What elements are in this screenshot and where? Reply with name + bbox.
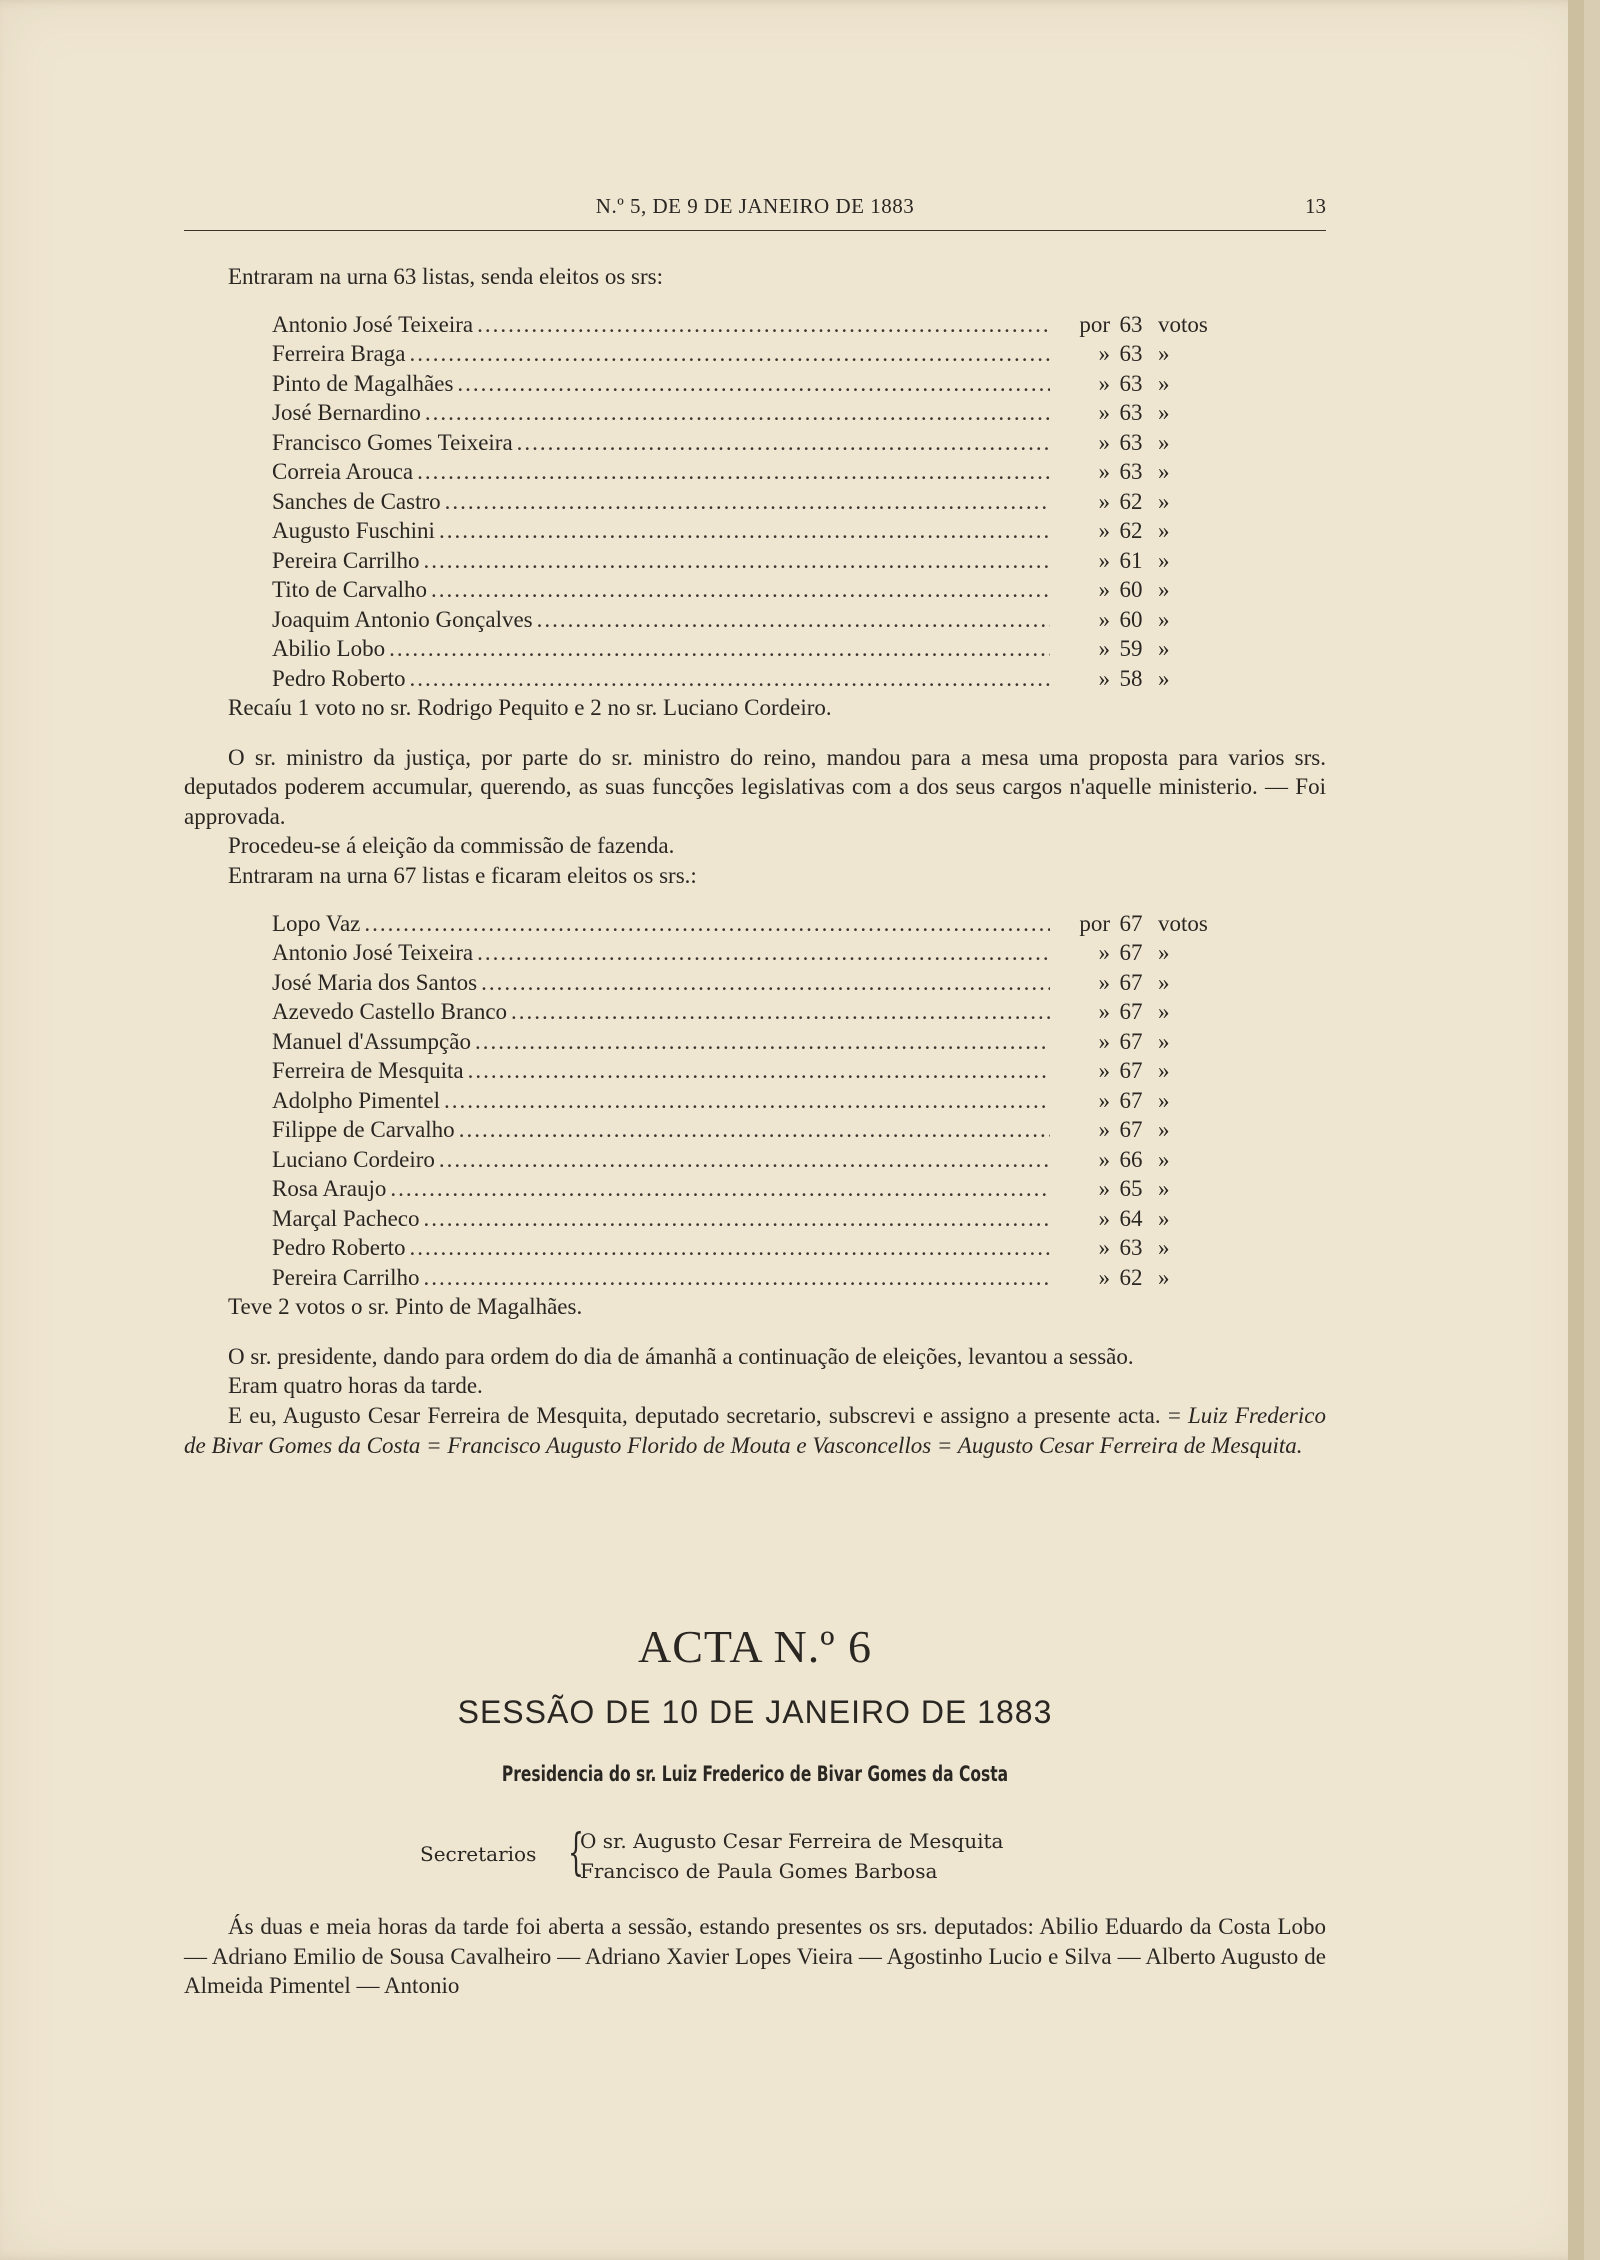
vote-suffix: » [1158,999,1170,1025]
vote-name: Augusto Fuschini [272,518,435,544]
vote-name: Antonio José Teixeira [272,940,474,966]
leader-dots [477,938,1050,968]
leader-dots [410,1233,1050,1263]
page-number: 13 [1305,194,1326,218]
vote-prefix: » [1098,940,1110,966]
leader-dots [511,997,1050,1027]
leader-dots [431,575,1050,605]
leader-dots [410,664,1050,694]
vote-count: 64 [1119,1205,1143,1231]
vote-row [272,575,1232,605]
vote-count: 58 [1119,665,1143,691]
vote-row [272,968,1232,998]
vote-count: 67 [1119,1087,1143,1113]
paragraph-hours: Eram quatro horas da tarde. [228,1373,483,1399]
vote-count: 60 [1119,577,1143,603]
election2-note: Teve 2 votos o sr. Pinto de Magalhães. [228,1294,583,1320]
body-section-2 [184,1912,1326,2001]
leader-dots [389,634,1050,664]
vote-count: 62 [1119,518,1143,544]
vote-row [272,938,1232,968]
vote-prefix: » [1098,341,1110,367]
vote-prefix: » [1098,547,1110,573]
leader-dots [424,546,1050,576]
leader-dots [364,909,1050,939]
vote-name: Marçal Pacheco [272,1205,420,1231]
vote-name: Pedro Roberto [272,1235,406,1261]
vote-suffix: » [1158,636,1170,662]
vote-row [272,398,1232,428]
vote-prefix: » [1098,636,1110,662]
vote-name: José Bernardino [272,400,421,426]
leader-dots [439,516,1050,546]
brace-glyph: { [567,1823,584,1881]
leader-dots [537,605,1050,635]
vote-name: Ferreira de Mesquita [272,1058,464,1084]
vote-name: Rosa Araujo [272,1176,387,1202]
vote-count: 63 [1119,459,1143,485]
vote-name: Lopo Vaz [272,910,361,936]
vote-suffix: » [1158,665,1170,691]
vote-count: 67 [1119,969,1143,995]
vote-name: Antonio José Teixeira [272,311,474,337]
vote-name: Joaquim Antonio Gonçalves [272,606,533,632]
vote-suffix: » [1158,341,1170,367]
vote-suffix: » [1158,1117,1170,1143]
vote-count: 59 [1119,636,1143,662]
vote-row [272,457,1232,487]
vote-prefix: » [1098,1117,1110,1143]
signature-names: Luiz Frederico de Bivar Gomes da Costa = Francisco Augusto Florido de Mouta e Vasconcellos = Augusto Cesar Ferreira de Mesquita. [184,1402,1326,1458]
vote-count: 66 [1119,1146,1143,1172]
vote-count: 63 [1119,370,1143,396]
leader-dots [424,1263,1050,1293]
vote-prefix: » [1098,1264,1110,1290]
vote-prefix: » [1098,1058,1110,1084]
leader-dots [425,398,1050,428]
vote-name: José Maria dos Santos [272,969,478,995]
leader-dots [468,1056,1050,1086]
vote-count: 67 [1119,1028,1143,1054]
vote-row [272,516,1232,546]
vote-count: 63 [1119,400,1143,426]
vote-name: Filippe de Carvalho [272,1117,455,1143]
vote-name: Pinto de Magalhães [272,370,454,396]
vote-name: Luciano Cordeiro [272,1146,435,1172]
election1-note: Recaíu 1 voto no sr. Rodrigo Pequito e 2 no sr. Luciano Cordeiro. [228,695,832,721]
vote-prefix: » [1098,577,1110,603]
secretaries-label: Secretarios [420,1842,537,1866]
vote-suffix: » [1158,459,1170,485]
vote-count: 67 [1119,940,1143,966]
vote-name: Pereira Carrilho [272,1264,420,1290]
vote-row [272,546,1232,576]
vote-suffix: » [1158,488,1170,514]
vote-count: 62 [1119,1264,1143,1290]
vote-prefix: » [1098,1235,1110,1261]
vote-name: Azevedo Castello Branco [272,999,508,1025]
vote-suffix: » [1158,370,1170,396]
acta-title: ACTA N.º 6 [638,1621,872,1672]
vote-name: Pereira Carrilho [272,547,420,573]
leader-dots [457,369,1050,399]
vote-name: Adolpho Pimentel [272,1087,441,1113]
vote-name: Manuel d'Assumpção [272,1028,471,1054]
vote-name: Sanches de Castro [272,488,441,514]
vote-prefix: » [1098,969,1110,995]
vote-count: 63 [1119,429,1143,455]
paragraph-signature [184,1401,1326,1460]
vote-name: Ferreira Braga [272,341,406,367]
leader-dots [424,1204,1050,1234]
vote-row [272,1115,1232,1145]
vote-row [272,1145,1232,1175]
vote-suffix: » [1158,400,1170,426]
vote-row [272,487,1232,517]
vote-name: Abilio Lobo [272,636,386,662]
secretary-name: Francisco de Paula Gomes Barbosa [580,1859,938,1883]
paragraph-president: O sr. presidente, dando para ordem do dia de ámanhã a continuação de eleições, levantou a sessão. [228,1343,1134,1369]
vote-name: Tito de Carvalho [272,577,428,603]
vote-row [272,1056,1232,1086]
vote-prefix: » [1098,665,1110,691]
vote-count: 67 [1119,910,1143,936]
vote-count: 62 [1119,488,1143,514]
presidency-line: Presidencia do sr. Luiz Frederico de Bivar Gomes da Costa [501,1762,1009,1786]
vote-row [272,339,1232,369]
leader-dots [475,1027,1050,1057]
vote-prefix: » [1098,1205,1110,1231]
vote-suffix: votos [1158,910,1208,936]
vote-prefix: por [1079,910,1110,936]
vote-row [272,1263,1232,1293]
vote-row [272,1233,1232,1263]
leader-dots [477,310,1050,340]
election2-list [272,909,1232,1293]
vote-suffix: » [1158,1087,1170,1113]
election1-intro: Entraram na urna 63 listas, senda eleitos os srs: [228,264,663,289]
leader-dots [481,968,1050,998]
vote-count: 67 [1119,999,1143,1025]
vote-suffix: » [1158,1146,1170,1172]
body-section-1 [184,262,1326,1460]
paragraph-fazenda: Procedeu-se á eleição da commissão de fazenda. [228,833,675,859]
paragraph-opening: Ás duas e meia horas da tarde foi aberta a sessão, estando presentes os srs. deputados: Abilio Eduardo da Costa Lobo — Adriano Emilio de Sousa Cavalheiro — Adriano Xavier Lopes Vieira — Agostinho Lucio e Silva — Alberto Augusto de Almeida Pimentel — Antonio [184,1914,1326,1999]
vote-row [272,1204,1232,1234]
vote-row [272,909,1232,939]
leader-dots [409,339,1050,369]
vote-prefix: » [1098,999,1110,1025]
vote-prefix: por [1079,311,1110,337]
vote-prefix: » [1098,488,1110,514]
vote-row [272,634,1232,664]
vote-suffix: » [1158,429,1170,455]
secretaries-names [580,1826,1003,1886]
vote-prefix: » [1098,1028,1110,1054]
vote-row [272,664,1232,694]
vote-prefix: » [1098,1146,1110,1172]
vote-count: 63 [1119,1235,1143,1261]
paragraph-minister: O sr. ministro da justiça, por parte do sr. ministro do reino, mandou para a mesa uma proposta para varios srs. deputados poderem accumular, querendo, as suas funcções legislativas com a dos seus cargos n'aquelle ministerio. — Foi approvada. [184,744,1326,829]
vote-row [272,428,1232,458]
vote-prefix: » [1098,429,1110,455]
vote-count: 63 [1119,311,1143,337]
vote-count: 63 [1119,341,1143,367]
vote-prefix: » [1098,1087,1110,1113]
vote-row [272,1174,1232,1204]
vote-prefix: » [1098,370,1110,396]
vote-count: 67 [1119,1058,1143,1084]
vote-name: Pedro Roberto [272,665,406,691]
vote-count: 60 [1119,606,1143,632]
vote-suffix: » [1158,1264,1170,1290]
vote-count: 67 [1119,1117,1143,1143]
vote-count: 61 [1119,547,1143,573]
leader-dots [417,457,1050,487]
header-title: N.º 5, DE 9 DE JANEIRO DE 1883 [595,194,915,218]
leader-dots [444,1086,1050,1116]
vote-suffix: » [1158,577,1170,603]
session-heading: SESSÃO DE 10 DE JANEIRO DE 1883 [457,1694,1053,1730]
vote-suffix: » [1158,1176,1170,1202]
secretary-name: O sr. Augusto Cesar Ferreira de Mesquita [580,1829,1004,1853]
vote-count: 65 [1119,1176,1143,1202]
vote-suffix: » [1158,518,1170,544]
signature-text: E eu, Augusto Cesar Ferreira de Mesquita, deputado secretario, subscrevi e assigno a presente acta. = [228,1402,1189,1428]
vote-suffix: » [1158,969,1170,995]
election2-intro: Entraram na urna 67 listas e ficaram eleitos os srs.: [228,863,697,889]
vote-prefix: » [1098,606,1110,632]
leader-dots [445,487,1050,517]
vote-suffix: » [1158,606,1170,632]
vote-prefix: » [1098,400,1110,426]
vote-row [272,605,1232,635]
vote-prefix: » [1098,459,1110,485]
vote-row [272,310,1232,340]
vote-prefix: » [1098,518,1110,544]
election1-list [272,310,1232,694]
vote-suffix: » [1158,940,1170,966]
vote-row [272,1027,1232,1057]
vote-suffix: » [1158,1235,1170,1261]
vote-row [272,369,1232,399]
leader-dots [390,1174,1050,1204]
vote-row [272,997,1232,1027]
vote-suffix: » [1158,1205,1170,1231]
vote-name: Francisco Gomes Teixeira [272,429,513,455]
vote-row [272,1086,1232,1116]
leader-dots [517,428,1050,458]
vote-name: Correia Arouca [272,459,414,485]
vote-suffix: » [1158,1028,1170,1054]
leader-dots [439,1145,1050,1175]
vote-suffix: » [1158,547,1170,573]
vote-prefix: » [1098,1176,1110,1202]
vote-suffix: » [1158,1058,1170,1084]
leader-dots [459,1115,1050,1145]
running-header [184,194,1326,231]
page-edge [1568,0,1584,2260]
vote-suffix: votos [1158,311,1208,337]
